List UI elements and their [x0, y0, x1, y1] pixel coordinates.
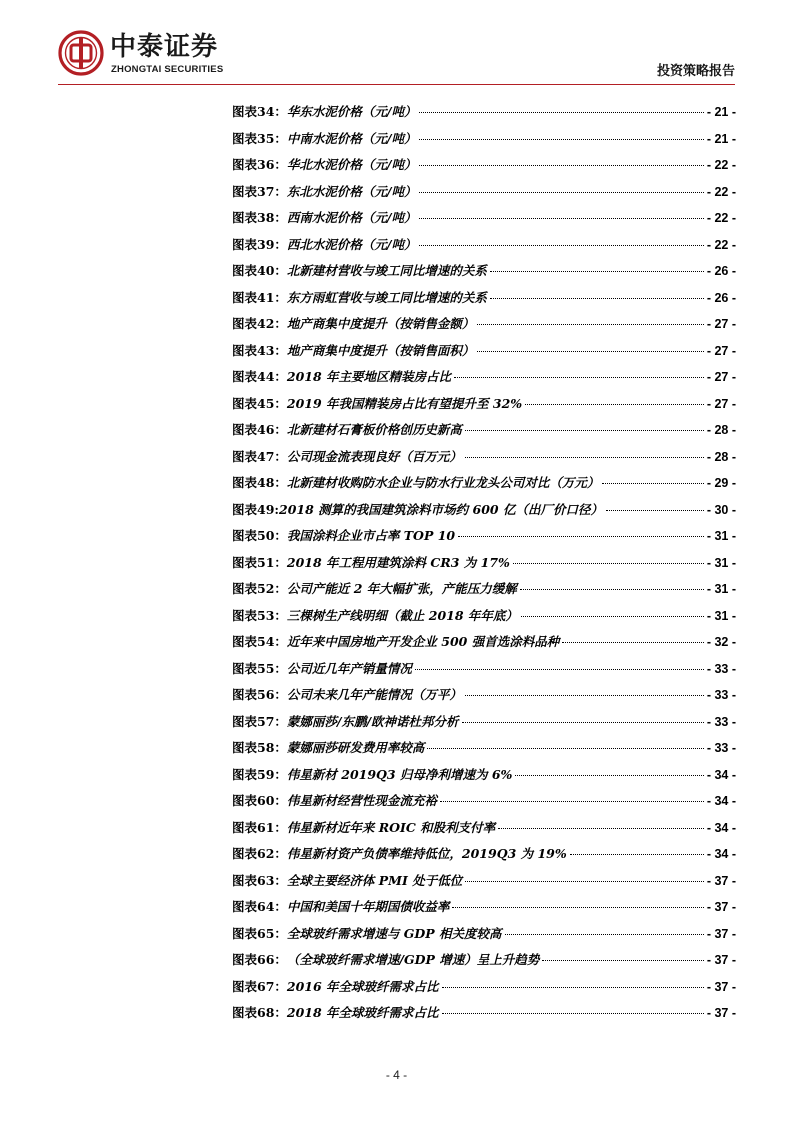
toc-entry-label: 图表51： [232, 554, 287, 570]
toc-entry[interactable] [232, 709, 736, 736]
toc-dot-leader [521, 616, 704, 617]
toc-dot-leader [602, 483, 703, 484]
toc-entry-label: 图表64： [232, 899, 287, 914]
page-number: - 4 - [385, 1068, 408, 1082]
toc-entry-label: 图表65： [232, 925, 287, 941]
toc-entry-page: - 22 - [706, 184, 736, 199]
toc-dot-leader [477, 351, 703, 352]
toc-entry-page: - 34 - [706, 820, 736, 835]
toc-dot-leader [462, 722, 704, 723]
toc-entry[interactable] [232, 391, 736, 418]
toc-entry-label: 图表38： [232, 210, 287, 225]
toc-dot-leader [440, 801, 704, 802]
toc-entry-label: 图表61： [232, 819, 287, 835]
toc-entry-title: 西南水泥价格（元/吨） [286, 210, 417, 225]
toc-dot-leader [419, 139, 703, 140]
toc-entry-label: 图表56： [232, 687, 287, 702]
toc-entry-page: - 33 - [706, 661, 736, 676]
toc-entry-label: 图表41： [232, 289, 287, 305]
toc-entry-page: - 22 - [706, 158, 736, 172]
toc-entry[interactable] [232, 285, 736, 312]
toc-entry[interactable] [232, 947, 736, 974]
toc-dot-leader [498, 828, 704, 829]
toc-entry-page: - 31 - [706, 582, 736, 596]
toc-entry-title: 2018 测算的我国建筑涂料市场约 600 亿（出厂价口径） [279, 501, 603, 517]
toc-entry-page: - 28 - [706, 423, 736, 437]
toc-entry[interactable] [232, 735, 736, 762]
toc-entry-title: 公司现金流表现良好（百万元） [286, 448, 462, 464]
toc-entry-title: 地产商集中度提升（按销售金额） [286, 316, 475, 331]
toc-entry-title: 华东水泥价格（元/吨） [286, 104, 417, 119]
toc-entry-page: - 37 - [706, 926, 736, 941]
toc-entry-page: - 27 - [706, 343, 736, 358]
toc-dot-leader [415, 669, 704, 670]
toc-entry-title: 西北水泥价格（元/吨） [286, 236, 417, 252]
toc-entry[interactable] [232, 762, 736, 789]
toc-entry[interactable] [232, 364, 736, 391]
toc-dot-leader [525, 404, 704, 405]
toc-entry[interactable] [232, 497, 736, 524]
toc-entry-title: （全球玻纤需求增速/GDP 增速）呈上升趋势 [286, 952, 540, 967]
toc-dot-leader [570, 854, 704, 855]
toc-entry-page: - 22 - [706, 237, 736, 252]
toc-entry[interactable] [232, 868, 736, 895]
toc-dot-leader [419, 112, 703, 113]
report-type: 投资策略报告 [656, 64, 735, 79]
toc-dot-leader [513, 563, 704, 564]
toc-entry-page: - 27 - [706, 370, 736, 384]
toc-dot-leader [419, 245, 703, 246]
toc-entry-label: 图表57： [232, 713, 287, 729]
toc-entry[interactable] [232, 550, 736, 577]
toc-entry-title: 近年来中国房地产开发企业 500 强首选涂料品种 [286, 634, 560, 649]
toc-dot-leader [442, 1013, 704, 1014]
toc-entry-page: - 31 - [706, 555, 736, 570]
toc-entry-label: 图表47： [232, 448, 287, 464]
page-header [0, 0, 793, 90]
toc-entry-page: - 33 - [706, 688, 736, 702]
toc-dot-leader [454, 377, 704, 378]
toc-entry[interactable] [232, 338, 736, 365]
toc-entry[interactable] [232, 99, 736, 126]
toc-entry-page: - 37 - [706, 979, 736, 994]
toc-entry-label: 图表67： [232, 978, 287, 994]
toc-entry-label: 图表42： [232, 316, 287, 331]
toc-dot-leader [465, 881, 704, 882]
toc-entry-label: 图表35： [232, 130, 287, 146]
toc-entry-title: 全球主要经济体 PMI 处于低位 [286, 872, 463, 888]
toc-entry-page: - 37 - [706, 1006, 736, 1020]
figure-list [232, 99, 736, 1027]
toc-dot-leader [458, 536, 704, 537]
toc-entry[interactable] [232, 656, 736, 683]
toc-entry-title: 地产商集中度提升（按销售面积） [286, 342, 475, 358]
toc-entry-title: 蒙娜丽莎/东鹏/欧神诺杜邦分析 [286, 713, 459, 729]
toc-entry-label: 图表52： [232, 581, 287, 596]
toc-entry-page: - 26 - [706, 264, 736, 278]
toc-dot-leader [490, 271, 704, 272]
toc-entry-page: - 28 - [706, 449, 736, 464]
toc-entry[interactable] [232, 576, 736, 603]
toc-entry-title: 公司产能近 2 年大幅扩张，产能压力缓解 [286, 581, 517, 596]
toc-entry[interactable] [232, 788, 736, 815]
toc-entry[interactable] [232, 232, 736, 259]
toc-entry[interactable] [232, 258, 736, 285]
brand-name-cn: 中泰证券 [110, 32, 219, 62]
toc-entry-label: 图表68： [232, 1005, 287, 1020]
toc-entry[interactable] [232, 921, 736, 948]
brand-name-en: ZHONGTAI SECURITIES [111, 64, 224, 75]
toc-entry-title: 蒙娜丽莎研发费用率较高 [286, 740, 425, 755]
toc-entry[interactable] [232, 629, 736, 656]
toc-entry-title: 公司未来几年产能情况（万平） [286, 687, 462, 702]
toc-entry[interactable] [232, 523, 736, 550]
toc-entry[interactable] [232, 470, 736, 497]
toc-entry-label: 图表58： [232, 740, 287, 755]
toc-dot-leader [606, 510, 704, 511]
toc-entry-label: 图表59： [232, 766, 287, 782]
toc-dot-leader [419, 218, 703, 219]
toc-entry-title: 华北水泥价格（元/吨） [286, 157, 417, 172]
toc-entry-page: - 33 - [706, 741, 736, 755]
toc-entry-label: 图表36： [232, 157, 287, 172]
toc-entry-page: - 34 - [706, 767, 736, 782]
toc-entry-title: 伟星新材 2019Q3 归母净利增速为 6% [286, 766, 513, 782]
zhongtai-logo-icon [58, 30, 104, 76]
toc-entry-title: 中国和美国十年期国债收益率 [286, 899, 450, 914]
toc-entry-page: - 30 - [706, 502, 736, 517]
toc-entry-page: - 27 - [706, 317, 736, 331]
toc-dot-leader [520, 589, 704, 590]
toc-entry-title: 东北水泥价格（元/吨） [286, 183, 417, 199]
toc-entry-label: 图表55： [232, 660, 287, 676]
toc-entry-page: - 21 - [706, 105, 736, 119]
toc-entry[interactable] [232, 444, 736, 471]
toc-entry-label: 图表62： [232, 846, 287, 861]
toc-entry[interactable] [232, 815, 736, 842]
toc-entry[interactable] [232, 126, 736, 153]
toc-entry-title: 公司近几年产销量情况 [286, 660, 412, 676]
toc-dot-leader [452, 907, 703, 908]
toc-entry[interactable] [232, 152, 736, 179]
toc-entry-title: 全球玻纤需求增速与 GDP 相关度较高 [286, 925, 502, 941]
toc-dot-leader [442, 987, 704, 988]
toc-entry-label: 图表54： [232, 634, 287, 649]
toc-dot-leader [562, 642, 704, 643]
toc-entry[interactable] [232, 1000, 736, 1027]
toc-entry-page: - 31 - [706, 529, 736, 543]
toc-entry-label: 图表34： [232, 104, 287, 119]
toc-entry[interactable] [232, 682, 736, 709]
toc-entry-title: 2018 年工程用建筑涂料 CR3 为 17% [286, 554, 510, 570]
toc-entry-title: 东方雨虹营收与竣工同比增速的关系 [286, 289, 487, 305]
toc-entry[interactable] [232, 205, 736, 232]
toc-entry[interactable] [232, 841, 736, 868]
toc-entry[interactable] [232, 179, 736, 206]
toc-entry-page: - 31 - [706, 608, 736, 623]
toc-entry-label: 图表46： [232, 422, 287, 437]
toc-dot-leader [465, 695, 704, 696]
toc-entry-label: 图表63： [232, 872, 287, 888]
toc-entry-title: 三棵树生产线明细（截止 2018 年年底） [286, 607, 518, 623]
toc-dot-leader [515, 775, 703, 776]
toc-dot-leader [465, 430, 704, 431]
toc-entry-label: 图表45： [232, 395, 287, 411]
toc-entry-label: 图表48： [232, 475, 287, 490]
toc-entry-title: 中南水泥价格（元/吨） [286, 130, 417, 146]
toc-entry-title: 2019 年我国精装房占比有望提升至 32% [286, 395, 523, 411]
toc-entry-page: - 22 - [706, 211, 736, 225]
toc-dot-leader [505, 934, 704, 935]
toc-entry-page: - 34 - [706, 847, 736, 861]
toc-entry-title: 2018 年全球玻纤需求占比 [286, 1005, 439, 1020]
toc-entry-label: 图表43： [232, 342, 287, 358]
toc-entry-label: 图表39： [232, 236, 287, 252]
toc-entry-page: - 37 - [706, 873, 736, 888]
toc-entry[interactable] [232, 894, 736, 921]
toc-entry[interactable] [232, 417, 736, 444]
toc-entry[interactable] [232, 311, 736, 338]
toc-dot-leader [419, 192, 703, 193]
toc-dot-leader [427, 748, 703, 749]
toc-entry-label: 图表50： [232, 528, 287, 543]
toc-entry-page: - 32 - [706, 635, 736, 649]
toc-entry-page: - 26 - [706, 290, 736, 305]
toc-entry-label: 图表40： [232, 263, 287, 278]
toc-dot-leader [490, 298, 704, 299]
toc-dot-leader [542, 960, 704, 961]
toc-entry[interactable] [232, 603, 736, 630]
toc-entry-page: - 27 - [706, 396, 736, 411]
toc-entry-title: 伟星新材近年来 ROIC 和股利支付率 [286, 819, 496, 835]
toc-entry-title: 2016 年全球玻纤需求占比 [286, 978, 439, 994]
toc-entry-title: 伟星新材经营性现金流充裕 [286, 793, 437, 808]
toc-entry-label: 图表49: [232, 501, 280, 517]
toc-entry-page: - 29 - [706, 476, 736, 490]
toc-dot-leader [419, 165, 703, 166]
toc-entry-page: - 37 - [706, 900, 736, 914]
header-rule [58, 84, 735, 85]
toc-entry-page: - 37 - [706, 953, 736, 967]
toc-entry-title: 北新建材收购防水企业与防水行业龙头公司对比（万元） [286, 475, 600, 490]
toc-entry-label: 图表66： [232, 952, 287, 967]
toc-entry-title: 北新建材石膏板价格创历史新高 [286, 422, 462, 437]
toc-entry-title: 北新建材营收与竣工同比增速的关系 [286, 263, 487, 278]
toc-entry-page: - 21 - [706, 131, 736, 146]
toc-dot-leader [465, 457, 704, 458]
toc-entry-label: 图表37： [232, 183, 287, 199]
toc-entry-title: 2018 年主要地区精装房占比 [286, 369, 452, 384]
toc-entry-title: 我国涂料企业市占率 TOP 10 [286, 528, 456, 543]
toc-entry-label: 图表44： [232, 369, 287, 384]
toc-entry-title: 伟星新材资产负债率维持低位，2019Q3 为 19% [286, 846, 567, 861]
toc-entry-page: - 34 - [706, 794, 736, 808]
toc-entry-label: 图表53： [232, 607, 287, 623]
toc-entry[interactable] [232, 974, 736, 1001]
toc-entry-label: 图表60： [232, 793, 287, 808]
toc-entry-page: - 33 - [706, 714, 736, 729]
toc-dot-leader [477, 324, 703, 325]
